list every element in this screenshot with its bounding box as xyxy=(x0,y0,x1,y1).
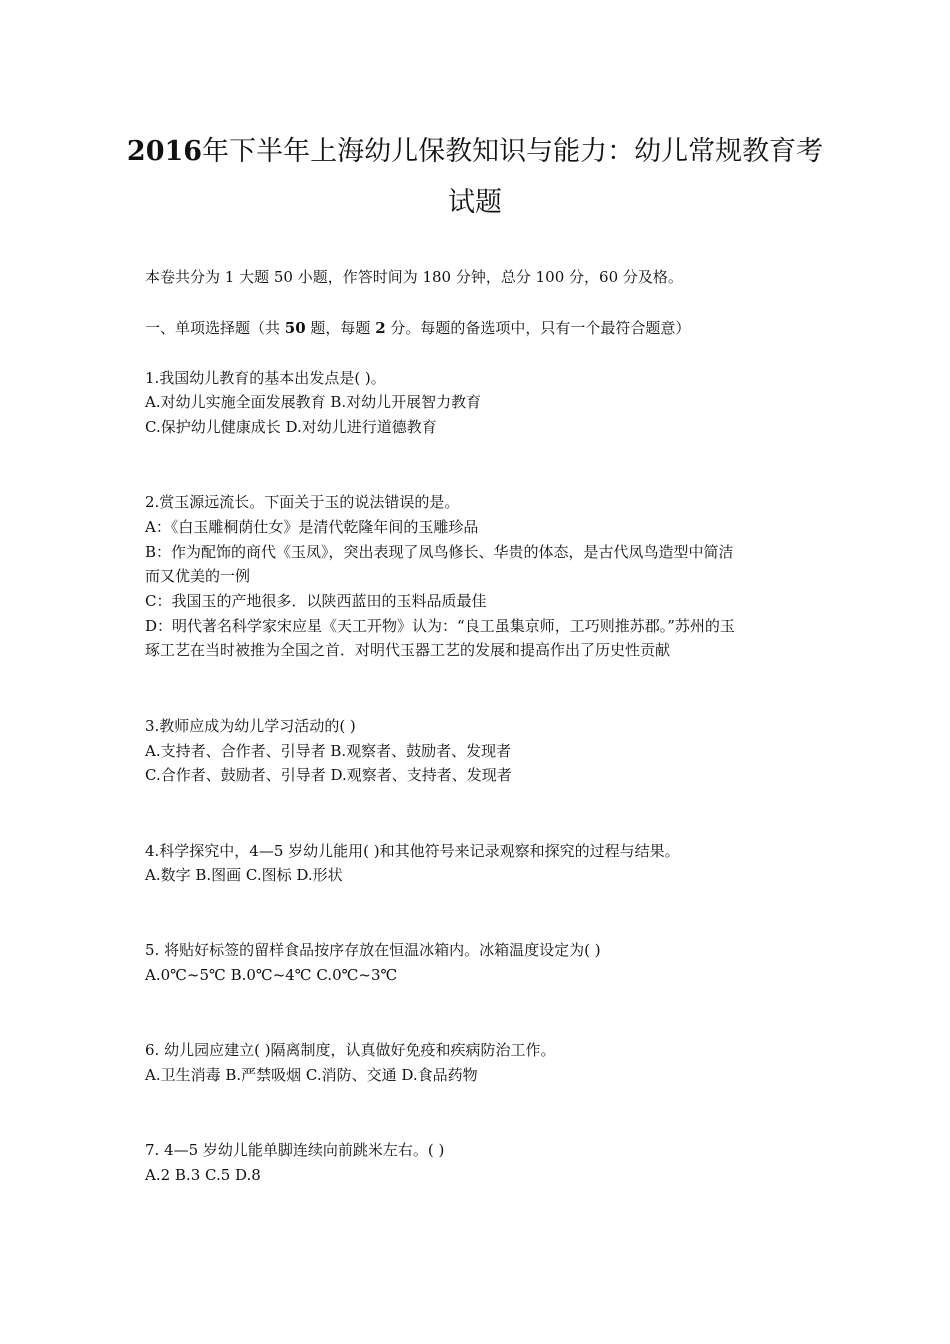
question-3-options-ab: A.支持者、合作者、引导者 B.观察者、鼓励者、发现者 xyxy=(145,742,512,760)
question-3-options-cd: C.合作者、鼓励者、引导者 D.观察者、支持者、发现者 xyxy=(145,766,512,784)
question-1-stem: 1.我国幼儿教育的基本出发点是( )。 xyxy=(145,369,386,387)
question-2-option-d: D：明代著名科学家宋应星《天工开物》认为：“良工虽集京师，工巧则推苏郡。”苏州的玉 xyxy=(145,617,735,635)
document-title-line-2: 试题 xyxy=(448,187,502,218)
question-1-options-cd: C.保护幼儿健康成长 D.对幼儿进行道德教育 xyxy=(145,418,437,436)
question-1-options-ab: A.对幼儿实施全面发展教育 B.对幼儿开展智力教育 xyxy=(145,393,482,411)
title-year: 2016 xyxy=(126,136,203,167)
question-2-option-a: A：《白玉雕桐荫仕女》是清代乾隆年间的玉雕珍品 xyxy=(145,518,479,536)
question-6-options: A.卫生消毒 B.严禁吸烟 C.消防、交通 D.食品药物 xyxy=(145,1066,478,1084)
question-count: 50 xyxy=(284,319,306,337)
question-4-stem: 4.科学探究中，4—5 岁幼儿能用( )和其他符号来记录观察和探究的过程与结果。 xyxy=(145,842,680,860)
question-5-stem: 5. 将贴好标签的留样食品按序存放在恒温冰箱内。冰箱温度设定为( ) xyxy=(145,941,601,959)
question-6-stem: 6. 幼儿园应建立( )隔离制度，认真做好免疫和疾病防治工作。 xyxy=(145,1041,556,1059)
question-7-options: A.2 B.3 C.5 D.8 xyxy=(145,1166,261,1184)
question-2-option-b-cont: 而又优美的一例 xyxy=(145,567,251,585)
points-per-question: 2 xyxy=(375,319,386,337)
question-2-option-c: C：我国玉的产地很多．以陕西蓝田的玉料品质最佳 xyxy=(145,592,487,610)
question-2-stem: 2.赏玉源远流长。下面关于玉的说法错误的是。 xyxy=(145,493,460,511)
title-text: 年下半年上海幼儿保教知识与能力：幼儿常规教育考 xyxy=(202,136,824,167)
exam-intro: 本卷共分为 1 大题 50 小题，作答时间为 180 分钟，总分 100 分，60 分及格。 xyxy=(145,268,683,286)
question-7-stem: 7. 4—5 岁幼儿能单脚连续向前跳米左右。( ) xyxy=(145,1141,445,1159)
question-2-option-d-cont: 琢工艺在当时被推为全国之首．对明代玉器工艺的发展和提高作出了历史性贡献 xyxy=(145,641,671,659)
question-2-option-b: B：作为配饰的商代《玉凤》，突出表现了凤鸟修长、华贵的体态，是古代凤鸟造型中简洁 xyxy=(145,543,734,561)
question-3-stem: 3.教师应成为幼儿学习活动的( ) xyxy=(145,717,356,735)
document-title-line-1 xyxy=(100,132,850,172)
question-5-options: A.0℃~5℃ B.0℃~4℃ C.0℃~3℃ xyxy=(145,966,398,984)
section-heading: 一、单项选择题（共 50 题，每题 2 分。每题的备选项中，只有一个最符合题意） xyxy=(145,319,691,337)
question-4-options: A.数字 B.图画 C.图标 D.形状 xyxy=(145,866,343,884)
